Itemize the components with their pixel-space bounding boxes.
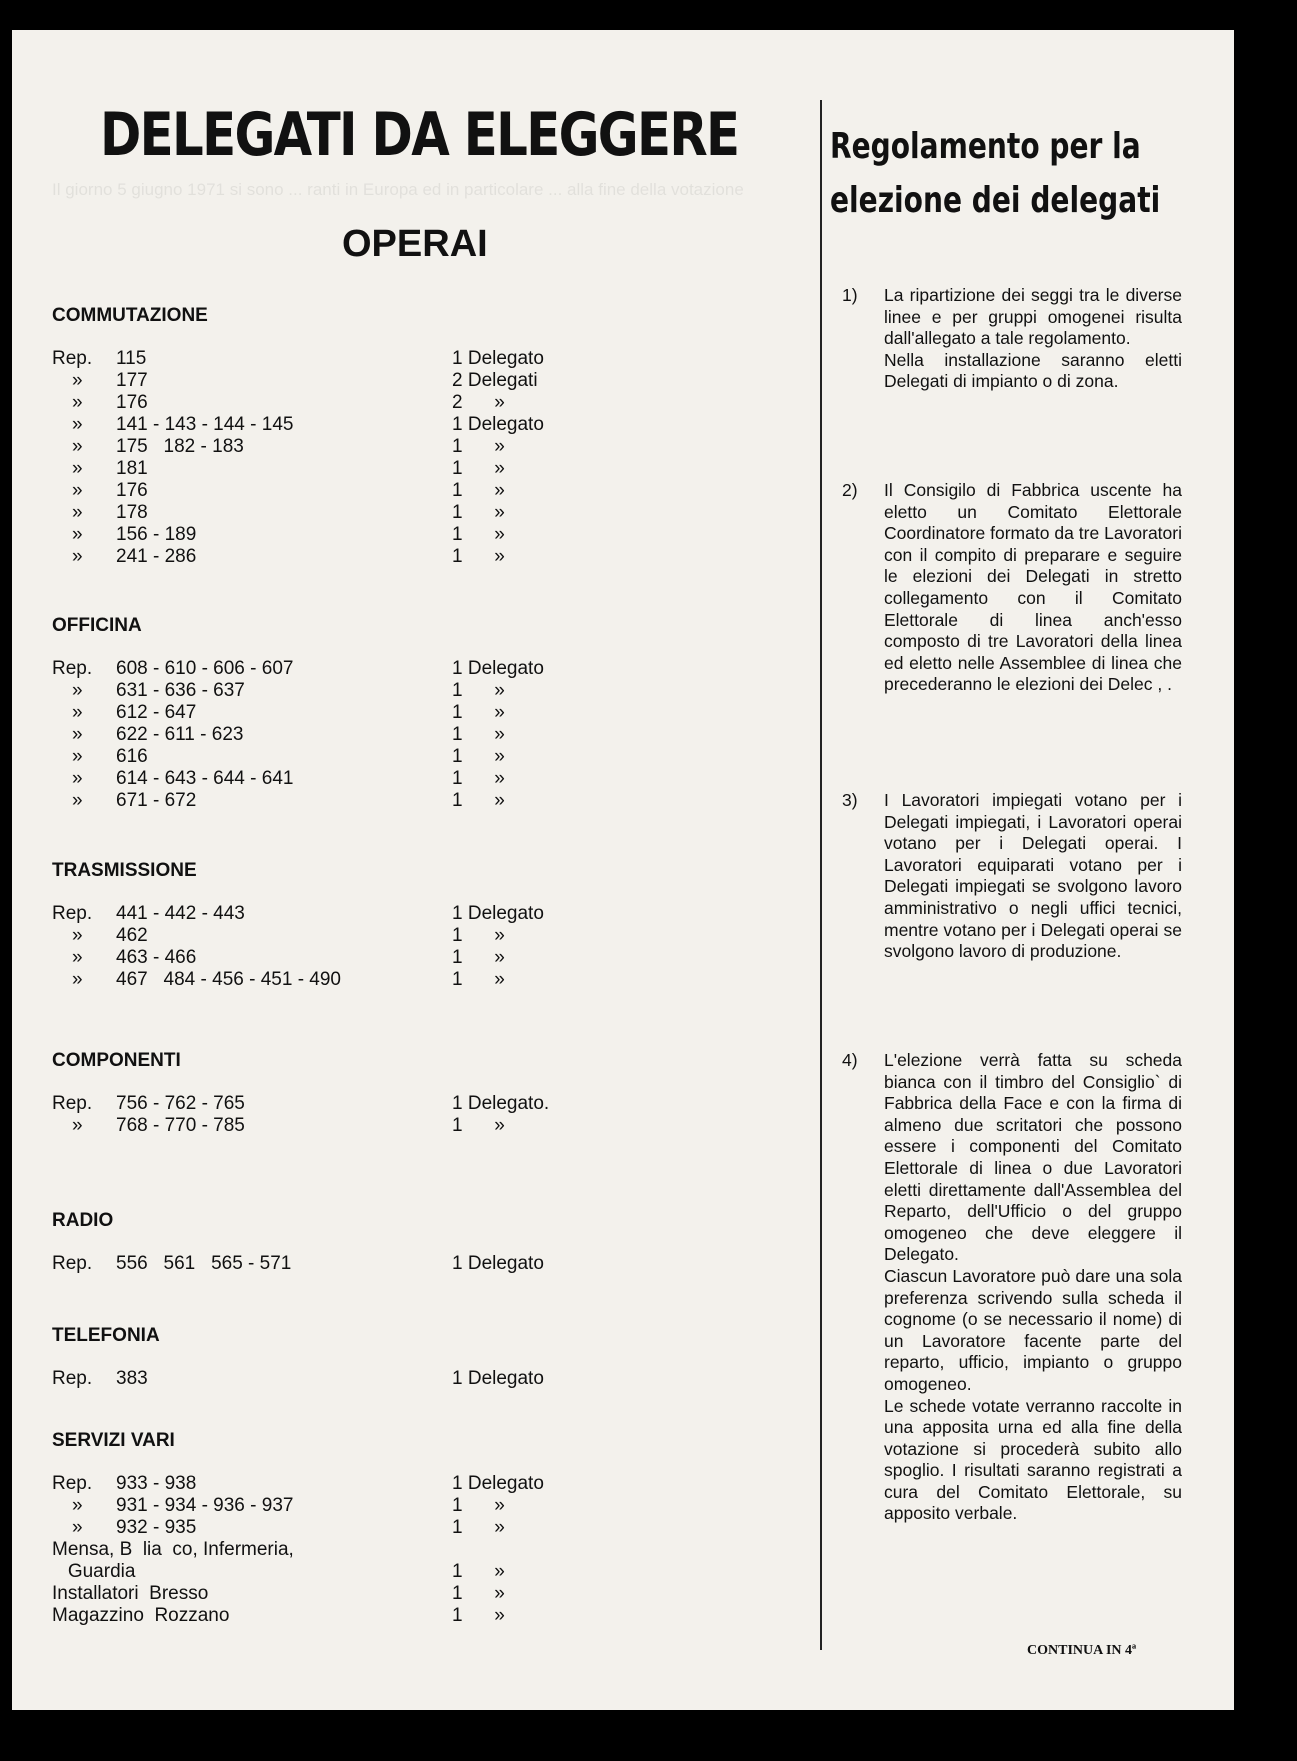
delegate-count: 1 » — [452, 546, 505, 567]
department-label: Mensa, B lia co, Infermeria, — [52, 1539, 294, 1560]
rep-numbers: 441 - 442 - 443 — [116, 903, 245, 924]
delegate-count: 1 » — [452, 458, 505, 479]
rep-label: » — [72, 746, 83, 767]
rep-label: Rep. — [52, 658, 93, 679]
delegate-count: 1 » — [452, 746, 505, 767]
rep-numbers: 631 - 636 - 637 — [116, 680, 245, 701]
department-label: Guardia — [52, 1561, 136, 1582]
section-heading: OFFICINA — [52, 615, 142, 636]
rule-item-3 — [842, 790, 1182, 963]
rep-numbers: 176 — [116, 392, 148, 413]
delegate-count: 2 Delegati — [452, 370, 538, 391]
rep-label: » — [72, 1495, 83, 1516]
rep-numbers: 141 - 143 - 144 - 145 — [116, 414, 294, 435]
page-title: DELEGATI DA ELEGGERE — [100, 100, 739, 170]
rep-numbers: 556 561 565 - 571 — [116, 1253, 292, 1274]
delegate-count: 1 » — [452, 502, 505, 523]
rep-numbers: 616 — [116, 746, 148, 767]
delegate-count: 1 » — [452, 724, 505, 745]
rep-numbers: 933 - 938 — [116, 1473, 197, 1494]
delegate-count: 1 » — [452, 1583, 505, 1604]
rep-numbers: 622 - 611 - 623 — [116, 724, 244, 745]
rep-label: Rep. — [52, 348, 93, 369]
regolamento-title-line2: elezione dei delegati — [830, 180, 1161, 221]
rep-numbers: 756 - 762 - 765 — [116, 1093, 245, 1114]
delegate-count: 1 Delegato — [452, 658, 544, 679]
rep-numbers: 614 - 643 - 644 - 641 — [116, 768, 294, 789]
rule-text: La ripartizione dei seggi tra le diverse linee e per gruppi omogenei risulta dall'allegato a tale regolamento. Nella installazione saranno eletti Delegati di impianto o di zona. — [884, 285, 1182, 392]
magazine-page — [12, 30, 1234, 1710]
rep-label: » — [72, 458, 83, 479]
delegate-count: 1 » — [452, 480, 505, 501]
rep-label: » — [72, 724, 83, 745]
section-heading: COMMUTAZIONE — [52, 305, 208, 326]
section-heading: SERVIZI VARI — [52, 1430, 175, 1451]
delegate-count: 1 » — [452, 1605, 505, 1626]
rule-number: 3) — [842, 790, 858, 810]
rep-numbers: 181 — [116, 458, 148, 479]
rep-label: » — [72, 947, 83, 968]
rep-numbers: 178 — [116, 502, 148, 523]
delegate-count: 1 » — [452, 1517, 505, 1538]
rep-label: » — [72, 969, 83, 990]
show-through-text: Il giorno 5 giugno 1971 si sono ... ranti in Europa ed in particolare ... alla fine della votazione — [52, 180, 744, 199]
delegate-count: 1 Delegato. — [452, 1093, 550, 1114]
section-heading: TRASMISSIONE — [52, 860, 197, 881]
delegate-count: 1 » — [452, 524, 505, 545]
delegate-count: 1 » — [452, 768, 505, 789]
department-label: Magazzino Rozzano — [52, 1605, 230, 1626]
rep-label: » — [72, 702, 83, 723]
delegate-count: 1 » — [452, 680, 505, 701]
rep-label: Rep. — [52, 1368, 93, 1389]
rep-label: » — [72, 925, 83, 946]
rep-numbers: 463 - 466 — [116, 947, 197, 968]
delegate-count: 1 » — [452, 702, 505, 723]
rep-numbers: 671 - 672 — [116, 790, 197, 811]
rep-label: » — [72, 480, 83, 501]
rep-numbers: 176 — [116, 480, 148, 501]
rule-text: I Lavoratori impiegati votano per i Delegati impiegati, i Lavoratori operai votano per i Delegati operai. I Lavoratori equiparati votano per i Delegati impiegati se svolgono lavoro amministrativo o negli uffici tecnici, mentre votano per i Delegati operai se svolgono lavoro di produzione. — [884, 790, 1182, 962]
rep-label: » — [72, 1115, 83, 1136]
rep-numbers: 241 - 286 — [116, 546, 197, 567]
section-heading: TELEFONIA — [52, 1325, 160, 1346]
rep-label: Rep. — [52, 903, 93, 924]
rep-label: » — [72, 392, 83, 413]
rep-label: Rep. — [52, 1473, 93, 1494]
rule-number: 2) — [842, 480, 858, 500]
delegate-count: 1 » — [452, 1495, 505, 1516]
rep-label: » — [72, 370, 83, 391]
rep-label: » — [72, 768, 83, 789]
rule-item-1 — [842, 285, 1182, 393]
section-heading: RADIO — [52, 1210, 114, 1231]
rep-numbers: 932 - 935 — [116, 1517, 197, 1538]
delegate-count: 1 Delegato — [452, 348, 544, 369]
rep-label: » — [72, 436, 83, 457]
delegate-count: 1 Delegato — [452, 1368, 544, 1389]
delegate-count: 1 » — [452, 925, 505, 946]
subtitle-operai: OPERAI — [342, 223, 488, 265]
rule-item-2 — [842, 480, 1182, 696]
rep-label: » — [72, 524, 83, 545]
rule-number: 4) — [842, 1050, 858, 1070]
delegate-count: 1 » — [452, 947, 505, 968]
delegate-count: 2 » — [452, 392, 505, 413]
rep-numbers: 931 - 934 - 936 - 937 — [116, 1495, 294, 1516]
rep-numbers: 467 484 - 456 - 451 - 490 — [116, 969, 341, 990]
delegate-count: 1 Delegato — [452, 1253, 544, 1274]
rep-label: » — [72, 680, 83, 701]
rep-numbers: 177 — [116, 370, 148, 391]
delegate-count: 1 Delegato — [452, 414, 544, 435]
rep-numbers: 383 — [116, 1368, 148, 1389]
regolamento-title-line1: Regolamento per la — [830, 126, 1141, 167]
delegate-count: 1 » — [452, 969, 505, 990]
rep-numbers: 612 - 647 — [116, 702, 197, 723]
rule-text: Il Consigilo di Fabbrica uscente ha eletto un Comitato Elettorale Coordinatore formato da tre Lavoratori con il compito di preparare e seguire le elezioni dei Delegati in stretto collegamento con il Comitato Elettorale di linea anch'esso composto di tre Lavoratori della linea ed eletto nelle Assemblee di linea che precederanno le elezioni dei Delec , . — [884, 480, 1182, 695]
delegate-count: 1 Delegato — [452, 1473, 544, 1494]
section-heading: COMPONENTI — [52, 1050, 181, 1071]
column-divider — [820, 100, 822, 1650]
delegate-count: 1 » — [452, 1115, 505, 1136]
rep-label: » — [72, 546, 83, 567]
rep-label: » — [72, 502, 83, 523]
rep-numbers: 156 - 189 — [116, 524, 197, 545]
rep-numbers: 462 — [116, 925, 148, 946]
rep-numbers: 608 - 610 - 606 - 607 — [116, 658, 294, 679]
delegate-count: 1 » — [452, 436, 505, 457]
rep-label: » — [72, 414, 83, 435]
department-label: Installatori Bresso — [52, 1583, 209, 1604]
rep-label: Rep. — [52, 1253, 93, 1274]
rep-label: Rep. — [52, 1093, 93, 1114]
rep-numbers: 175 182 - 183 — [116, 436, 244, 457]
rep-numbers: 115 — [116, 348, 147, 369]
delegate-count: 1 » — [452, 790, 505, 811]
rep-label: » — [72, 790, 83, 811]
rep-numbers: 768 - 770 - 785 — [116, 1115, 245, 1136]
delegate-count: 1 » — [452, 1561, 505, 1582]
rep-label: » — [72, 1517, 83, 1538]
rule-item-4 — [842, 1050, 1182, 1525]
delegate-count: 1 Delegato — [452, 903, 544, 924]
continua-note: CONTINUA IN 4ª — [1027, 1643, 1137, 1658]
rule-number: 1) — [842, 285, 858, 305]
rule-text: L'elezione verrà fatta su scheda bianca con il timbro del Consiglio` di Fabbrica della Face e con la firma di almeno due scritatori che possono essere i componenti del Comitato Elettorale di linea o due Lavoratori eletti direttamente dall'Assemblea del Reparto, dell'Ufficio o del gruppo omogeneo che deve eleggere il Delegato. Ciascun Lavoratore può dare una sola preferenza scrivendo sulla scheda il cognome (o se necessario il nome) di un Lavoratore facente parte del reparto, ufficio, impianto o gruppo omogeneo. Le schede votate verranno raccolte in una apposita urna ed alla fine della votazione si procederà subito allo spoglio. I risultati saranno registrati a cura del Comitato Elettorale, su apposito verbale. — [884, 1050, 1182, 1524]
